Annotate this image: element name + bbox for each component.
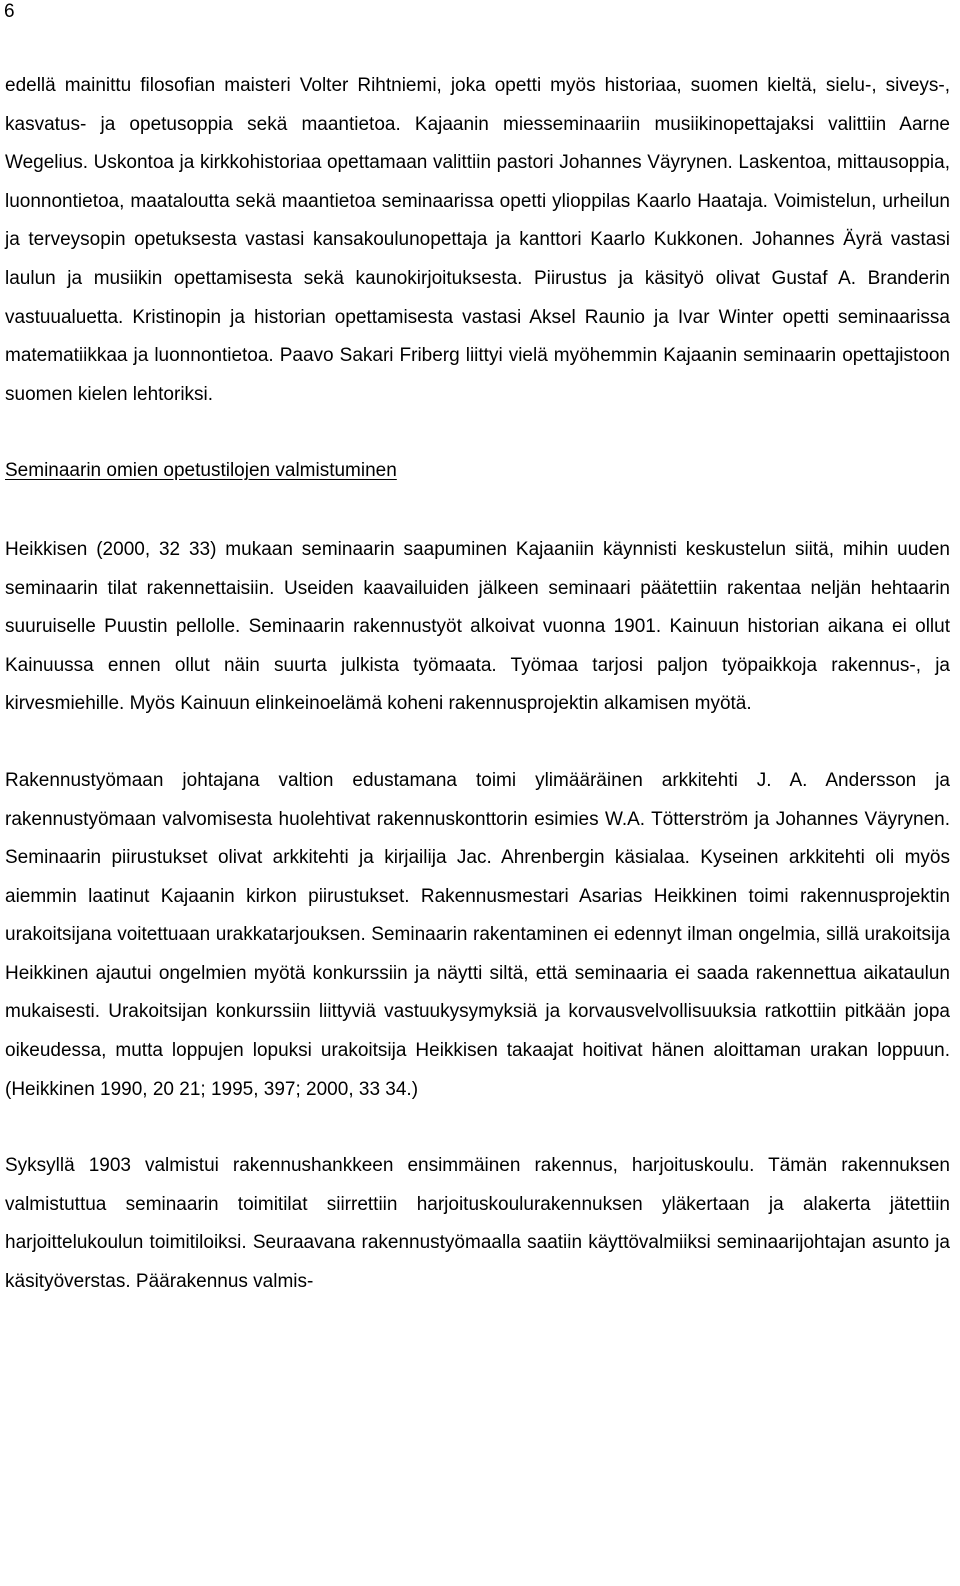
page-number: 6 <box>4 1 15 22</box>
document-body <box>5 67 950 1302</box>
paragraph-practice-school: Syksyllä 1903 valmistui rakennushankkeen ensimmäinen rakennus, harjoituskoulu. Tämän rakennuksen valmistuttua seminaarin toimitilat siirrettiin harjoituskoulurakennuksen yläkertaan ja alakerta jätettiin harjoittelukoulun toimitiloiksi. Seuraavana rakennustyömaalla saatiin käyttövalmiiksi seminaarijohtajan asunto ja käsityöverstas. Päärakennus valmis- <box>5 1155 950 1293</box>
paragraph-teachers: edellä mainittu filosofian maisteri Volter Rihtniemi, joka opetti myös historiaa, suomen kieltä, sielu-, siveys-, kasvatus- ja opetusoppia sekä maantietoa. Kajaanin miesseminaariin musiikinopettajaksi valittiin Aarne Wegelius. Uskontoa ja kirkkohistoriaa opettamaan valittiin pastori Johannes Väyrynen. Laskentoa, mittausoppia, luonnontietoa, maataloutta sekä maantietoa seminaarissa opetti ylioppilas Kaarlo Haataja. Voimistelun, urheilun ja terveysopin opetuksesta vastasi kansakoulunopettaja ja kanttori Kaarlo Kukkonen. Johannes Äyrä vastasi laulun ja musiikin opettamisesta sekä kaunokirjoituksesta. Piirustus ja käsityö olivat Gustaf A. Branderin vastuualuetta. Kristinopin ja historian opettamisesta vastasi Aksel Raunio ja Ivar Winter opetti seminaarissa matematiikkaa ja luonnontietoa. Paavo Sakari Friberg liittyi vielä myöhemmin Kajaanin seminaarin opettajistoon suomen kielen lehtoriksi. <box>5 75 950 405</box>
paragraph-construction-start: Heikkisen (2000, 32 33) mukaan seminaarin saapuminen Kajaaniin käynnisti keskustelun siitä, mihin uuden seminaarin tilat rakennettaisiin. Useiden kaavailuiden jälkeen seminaari päätettiin rakentaa neljän hehtaarin suuruiselle Puustin pellolle. Seminaarin rakennustyöt alkoivat vuonna 1901. Kainuun historian aikana ei ollut Kainuussa ennen ollut näin suurta julkista työmaata. Työmaa tarjosi paljon työpaikkoja rakennus-, ja kirvesmiehille. Myös Kainuun elinkeinoelämä koheni rakennusprojektin alkamisen myötä. <box>5 538 950 715</box>
section-heading: Seminaarin omien opetustilojen valmistuminen <box>5 460 397 482</box>
paragraph-construction-management: Rakennustyömaan johtajana valtion edustamana toimi ylimääräinen arkkitehti J. A. Andersson ja rakennustyömaan valvomisesta huolehtivat rakennuskonttorin esimies W.A. Tötterström ja Johannes Väyrynen. Seminaarin piirustukset olivat arkkitehti ja kirjailija Jac. Ahrenbergin käsialaa. Kyseinen arkkitehti oli myös aiemmin laatinut Kajaanin kirkon piirustukset. Rakennusmestari Asarias Heikkinen toimi rakennusprojektin urakoitsijana voitettuaan urakkatarjouksen. Seminaarin rakentaminen ei edennyt ilman ongelmia, sillä urakoitsija Heikkinen ajautui ongelmien myötä konkurssiin ja näytti siltä, että seminaaria ei saada rakennettua aikataulun mukaisesti. Urakoitsijan konkurssiin liittyviä vastuukysymyksiä ja korvausvelvollisuuksia ratkottiin pitkään jopa oikeudessa, mutta loppujen lopuksi urakoitsija Heikkisen takaajat hoitivat hänen aloittaman urakan loppuun. (Heikkinen 1990, 20 21; 1995, 397; 2000, 33 34.) <box>5 769 950 1100</box>
